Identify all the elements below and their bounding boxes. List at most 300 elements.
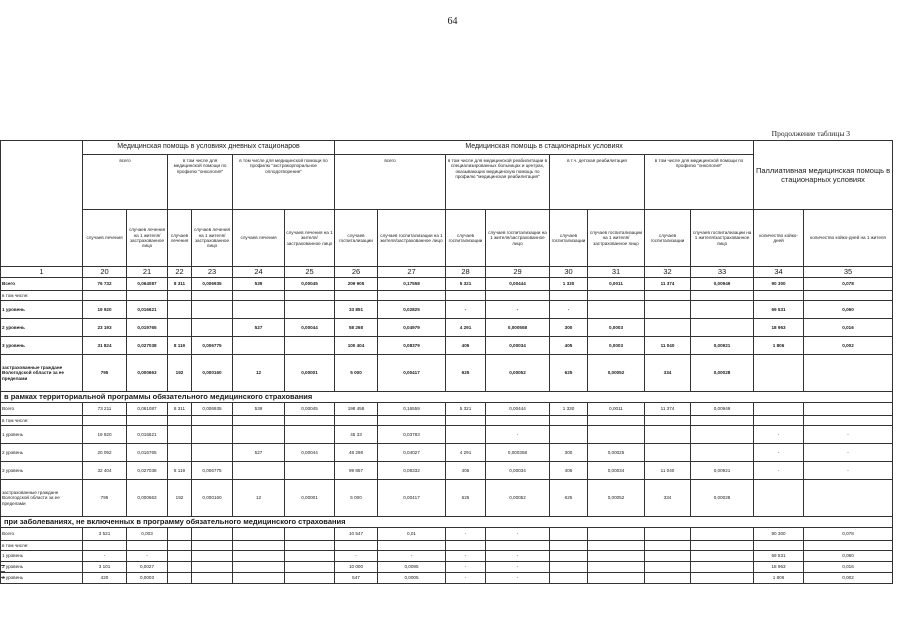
table-cell: 625 xyxy=(550,355,588,392)
row-label: 2 уровень xyxy=(1,319,83,337)
row-label: Всего xyxy=(1,528,83,541)
table-row xyxy=(1,337,893,355)
column-header: случаев госпитализации на 1 жителя/застрахованное лицо xyxy=(691,210,754,267)
table-cell: 527 xyxy=(233,319,285,337)
table-cell xyxy=(754,416,804,426)
column-header: случаев госпитализации xyxy=(550,210,588,267)
table-cell: - xyxy=(804,426,893,444)
subheader-total-inpatient: всего xyxy=(335,155,446,210)
table-cell: 0,016621 xyxy=(127,301,168,319)
table-cell: 0,04027 xyxy=(378,444,446,462)
table-cell: 0,027038 xyxy=(127,462,168,480)
column-number: 35 xyxy=(804,267,893,278)
table-cell: 8 119 xyxy=(168,337,192,355)
table-cell xyxy=(335,541,378,551)
table-cell: 0,00417 xyxy=(378,480,446,517)
table-cell xyxy=(446,426,486,444)
table-cell xyxy=(285,291,335,301)
table-cell: 0,04979 xyxy=(378,319,446,337)
table-cell: 0,00921 xyxy=(691,462,754,480)
table-cell xyxy=(550,541,588,551)
subheader-oncology-day: в том числе для медицинской помощи по профилю "онкология" xyxy=(168,155,233,210)
table-cell xyxy=(233,301,285,319)
table-cell xyxy=(285,301,335,319)
column-header: количество койко-дней xyxy=(754,210,804,267)
table-cell: 0,006775 xyxy=(192,462,233,480)
table-cell xyxy=(550,416,588,426)
table-cell xyxy=(645,573,691,584)
table-cell: - xyxy=(486,573,550,584)
table-cell xyxy=(691,541,754,551)
table-cell: 3 521 xyxy=(83,528,127,541)
table-cell xyxy=(754,480,804,517)
table-row xyxy=(1,278,893,291)
section-row xyxy=(1,517,893,528)
table-cell: 300 xyxy=(550,444,588,462)
table-cell xyxy=(588,551,645,562)
table-cell: 0,0005 xyxy=(378,573,446,584)
table-cell xyxy=(192,301,233,319)
table-cell: 795 xyxy=(83,480,127,517)
table-cell: 19 920 xyxy=(83,301,127,319)
table-cell xyxy=(550,528,588,541)
section-row xyxy=(1,392,893,403)
table-cell xyxy=(588,426,645,444)
row-label: 3 уровень xyxy=(1,337,83,355)
column-number: 32 xyxy=(645,267,691,278)
table-row xyxy=(1,291,893,301)
table-cell xyxy=(233,416,285,426)
table-cell: 18 963 xyxy=(754,562,804,573)
table-cell xyxy=(192,291,233,301)
table-cell xyxy=(588,541,645,551)
table-cell xyxy=(285,528,335,541)
table-cell: 625 xyxy=(550,480,588,517)
table-cell: 0,08379 xyxy=(378,337,446,355)
table-cell: 0,16559 xyxy=(378,403,446,416)
table-cell xyxy=(127,291,168,301)
table-cell: - xyxy=(127,551,168,562)
column-number: 23 xyxy=(192,267,233,278)
table-cell: 0,00444 xyxy=(486,403,550,416)
table-cell: 11 374 xyxy=(645,278,691,291)
table-cell xyxy=(550,573,588,584)
table-cell: - xyxy=(446,528,486,541)
table-cell: 0,0027 xyxy=(127,562,168,573)
table-cell xyxy=(550,551,588,562)
table-cell: 58 268 xyxy=(335,319,378,337)
table-cell xyxy=(588,291,645,301)
table-row xyxy=(1,573,893,584)
table-cell xyxy=(192,426,233,444)
table-cell xyxy=(83,291,127,301)
table-cell: - xyxy=(446,301,486,319)
table-cell: 0,17558 xyxy=(378,278,446,291)
table-cell: - xyxy=(550,301,588,319)
table-cell: 33 851 xyxy=(335,301,378,319)
data-table xyxy=(0,140,893,584)
table-cell: 0,00052 xyxy=(588,480,645,517)
table-row xyxy=(1,301,893,319)
table-cell: 0,00045 xyxy=(285,403,335,416)
row-label: застрахованные граждане Вологодской области за ее пределами xyxy=(1,480,83,517)
table-cell: 0,00045 xyxy=(285,278,335,291)
column-header-row xyxy=(1,210,893,267)
table-cell xyxy=(446,541,486,551)
table-cell: 76 732 xyxy=(83,278,127,291)
table-cell: 625 xyxy=(446,480,486,517)
table-cell: 10 000 xyxy=(335,562,378,573)
table-cell xyxy=(233,337,285,355)
table-cell xyxy=(168,541,192,551)
header-palliative: Паллиативная медицинская помощь в стационарных условиях xyxy=(754,141,893,210)
table-cell xyxy=(754,403,804,416)
column-number: 30 xyxy=(550,267,588,278)
table-cell xyxy=(378,416,446,426)
table-cell: 405 xyxy=(446,462,486,480)
table-body xyxy=(1,141,893,584)
row-label: Всего xyxy=(1,278,83,291)
table-cell xyxy=(83,416,127,426)
table-cell xyxy=(378,541,446,551)
table-cell xyxy=(233,551,285,562)
table-cell xyxy=(335,291,378,301)
table-cell: 0,00028 xyxy=(691,355,754,392)
table-cell: 0,00052 xyxy=(486,480,550,517)
table-cell xyxy=(486,291,550,301)
table-cell: 0,00044 xyxy=(285,444,335,462)
table-cell: 0,0011 xyxy=(588,403,645,416)
table-cell xyxy=(192,551,233,562)
row-label: 1 уровень xyxy=(1,551,83,562)
column-number: 20 xyxy=(83,267,127,278)
column-header: случаев лечения xyxy=(83,210,127,267)
table-row xyxy=(1,426,893,444)
subheader-child-rehabilitation: в т.ч. детская реабилитация xyxy=(550,155,645,210)
table-cell: 0,000358 xyxy=(486,444,550,462)
table-cell: 73 211 xyxy=(83,403,127,416)
table-cell xyxy=(550,562,588,573)
table-cell: 209 905 xyxy=(335,278,378,291)
column-header: количество койко-дней на 1 жителя xyxy=(804,210,893,267)
table-cell: 0,00921 xyxy=(691,337,754,355)
table-cell xyxy=(645,301,691,319)
table-cell: 0,00034 xyxy=(588,462,645,480)
table-cell: 0,00052 xyxy=(588,355,645,392)
table-cell xyxy=(446,416,486,426)
header-empty-cell xyxy=(1,141,83,267)
column-number-row xyxy=(1,267,893,278)
table-cell xyxy=(588,528,645,541)
subheader-ivf: в том числе для медицинской помощи по профилю "экстракорпоральное оплодотворение" xyxy=(233,155,335,210)
table-cell: - xyxy=(446,573,486,584)
table-cell xyxy=(691,301,754,319)
table-cell xyxy=(804,403,893,416)
column-header: случаев госпитализации xyxy=(335,210,378,267)
column-header: случаев госпитализации на 1 жителя/застрахованное лицо xyxy=(486,210,550,267)
table-row xyxy=(1,462,893,480)
table-cell: 192 xyxy=(168,355,192,392)
table-cell: 5 321 xyxy=(446,403,486,416)
column-header: случаев лечения xyxy=(168,210,192,267)
table-cell: 334 xyxy=(645,480,691,517)
table-cell: 795 xyxy=(83,355,127,392)
table-cell xyxy=(285,416,335,426)
table-cell xyxy=(285,426,335,444)
table-cell xyxy=(168,528,192,541)
table-cell: - xyxy=(486,426,550,444)
table-cell xyxy=(233,541,285,551)
table-cell xyxy=(804,355,893,392)
row-label: Всего xyxy=(1,403,83,416)
table-cell: - xyxy=(754,426,804,444)
table-cell: - xyxy=(486,551,550,562)
table-row xyxy=(1,444,893,462)
column-header: случаев лечения на 1 жителя/застрахованное лицо xyxy=(127,210,168,267)
table-cell: 198 458 xyxy=(335,403,378,416)
table-cell xyxy=(378,291,446,301)
column-number: 29 xyxy=(486,267,550,278)
table-cell: 1 330 xyxy=(550,278,588,291)
table-cell xyxy=(233,291,285,301)
table-cell: 11 040 xyxy=(645,337,691,355)
column-number: 24 xyxy=(233,267,285,278)
table-cell: 69 531 xyxy=(754,551,804,562)
subheader-oncology-inpatient: в том числе для медицинской помощи по профилю "онкология" xyxy=(645,155,754,210)
column-number: 34 xyxy=(754,267,804,278)
table-cell: 0,002 xyxy=(804,337,893,355)
table-cell xyxy=(588,301,645,319)
row-label: 3 уровень xyxy=(1,573,83,584)
row-label: в том числе: xyxy=(1,541,83,551)
table-cell xyxy=(192,444,233,462)
table-cell: 625 xyxy=(446,355,486,392)
column-header: случаев лечения xyxy=(233,210,285,267)
header-day-hospital: Медицинская помощь в условиях дневных стационаров xyxy=(83,141,335,155)
row-label: застрахованные граждане Вологодской области за ее пределами xyxy=(1,355,83,392)
table-cell xyxy=(754,355,804,392)
table-cell xyxy=(645,562,691,573)
table-cell: 99 857 xyxy=(335,462,378,480)
table-cell: - xyxy=(804,444,893,462)
table-cell: 23 193 xyxy=(83,319,127,337)
table-row xyxy=(1,416,893,426)
table-cell xyxy=(285,562,335,573)
table-cell: 0,016621 xyxy=(127,426,168,444)
table-cell: - xyxy=(446,551,486,562)
column-number: 26 xyxy=(335,267,378,278)
table-row xyxy=(1,562,893,573)
table-cell xyxy=(233,462,285,480)
column-number: 25 xyxy=(285,267,335,278)
table-cell xyxy=(588,573,645,584)
column-number: 22 xyxy=(168,267,192,278)
table-cell xyxy=(168,573,192,584)
table-cell xyxy=(588,562,645,573)
table-cell: 527 xyxy=(233,444,285,462)
table-cell: 11 040 xyxy=(645,462,691,480)
table-cell xyxy=(645,528,691,541)
table-cell: 90 300 xyxy=(754,528,804,541)
column-number: 28 xyxy=(446,267,486,278)
table-row xyxy=(1,480,893,517)
table-cell: 8 311 xyxy=(168,403,192,416)
table-cell xyxy=(285,573,335,584)
table-cell xyxy=(691,291,754,301)
table-cell xyxy=(168,551,192,562)
table-cell: - xyxy=(486,562,550,573)
section-heading-non-oms: при заболеваниях, не включенных в программу обязательного медицинского страхования xyxy=(1,517,893,528)
table-cell: 0,016765 xyxy=(127,444,168,462)
table-cell: 0,006935 xyxy=(192,403,233,416)
table-cell: 5 000 xyxy=(335,355,378,392)
table-cell: 405 xyxy=(550,462,588,480)
table-cell: 0,0011 xyxy=(588,278,645,291)
table-cell: - xyxy=(83,551,127,562)
column-header: случаев госпитализации на 1 жителя/застрахованное лицо xyxy=(588,210,645,267)
table-cell xyxy=(127,541,168,551)
row-label: в том числе: xyxy=(1,291,83,301)
table-cell: 4 291 xyxy=(446,319,486,337)
table-cell xyxy=(168,301,192,319)
column-number: 31 xyxy=(588,267,645,278)
table-cell xyxy=(192,562,233,573)
table-cell: 12 xyxy=(233,355,285,392)
table-cell xyxy=(233,573,285,584)
header-inpatient: Медицинская помощь в стационарных условиях xyxy=(335,141,754,155)
table-cell: 0,078 xyxy=(804,528,893,541)
table-cell xyxy=(754,291,804,301)
table-cell xyxy=(804,416,893,426)
table-cell: 405 xyxy=(550,337,588,355)
table-cell: 20 092 xyxy=(83,444,127,462)
table-cell: 0,027038 xyxy=(127,337,168,355)
table-cell xyxy=(233,426,285,444)
table-cell: 0,02825 xyxy=(378,301,446,319)
table-cell xyxy=(285,337,335,355)
table-cell: 18 963 xyxy=(754,319,804,337)
table-cell: 31 824 xyxy=(83,337,127,355)
table-cell xyxy=(83,541,127,551)
table-cell xyxy=(645,416,691,426)
table-cell xyxy=(691,444,754,462)
table-cell xyxy=(168,319,192,337)
table-row xyxy=(1,528,893,541)
table-cell xyxy=(645,541,691,551)
table-cell xyxy=(486,541,550,551)
table-cell: 300 xyxy=(550,319,588,337)
table-cell xyxy=(192,541,233,551)
page-number: 64 xyxy=(447,16,458,27)
table-cell xyxy=(804,291,893,301)
table-cell xyxy=(645,291,691,301)
table-cell: - xyxy=(754,444,804,462)
table-cell: 0,00001 xyxy=(285,480,335,517)
table-cell: 0,00949 xyxy=(691,278,754,291)
table-cell: 69 531 xyxy=(754,301,804,319)
table-row xyxy=(1,355,893,392)
table-cell: 0,00028 xyxy=(691,480,754,517)
table-cell: 539 xyxy=(233,403,285,416)
table-cell: 0,000558 xyxy=(486,319,550,337)
table-cell xyxy=(192,573,233,584)
table-cell xyxy=(192,416,233,426)
table-cell xyxy=(285,551,335,562)
table-cell xyxy=(192,319,233,337)
table-cell xyxy=(192,528,233,541)
table-cell: - xyxy=(486,301,550,319)
table-cell xyxy=(233,528,285,541)
table-cell: 48 298 xyxy=(335,444,378,462)
table-cell xyxy=(550,291,588,301)
table-cell: 8 119 xyxy=(168,462,192,480)
table-cell: 0,078 xyxy=(804,278,893,291)
table-cell: 0,0095 xyxy=(378,562,446,573)
table-row xyxy=(1,403,893,416)
table-cell: 1 330 xyxy=(550,403,588,416)
table-cell: 0,016 xyxy=(804,562,893,573)
continuation-label: Продолжение таблицы 3 xyxy=(771,129,850,138)
table-cell: 0,000160 xyxy=(192,480,233,517)
table-cell xyxy=(285,541,335,551)
table-cell: - xyxy=(486,528,550,541)
table-cell: 0,01 xyxy=(378,528,446,541)
table-cell xyxy=(168,444,192,462)
table-cell xyxy=(550,426,588,444)
table-cell: 11 374 xyxy=(645,403,691,416)
table-cell xyxy=(446,291,486,301)
table-cell: 0,061087 xyxy=(127,403,168,416)
table-cell xyxy=(645,551,691,562)
table-cell: 192 xyxy=(168,480,192,517)
row-label: 3 уровень xyxy=(1,462,83,480)
table-cell: 0,006935 xyxy=(192,278,233,291)
table-cell: 0,08332 xyxy=(378,462,446,480)
table-cell: 0,0003 xyxy=(588,319,645,337)
table-cell: 0,000663 xyxy=(127,480,168,517)
table-cell xyxy=(645,319,691,337)
table-cell: 0,002 xyxy=(804,573,893,584)
table-cell: 0,060 xyxy=(804,551,893,562)
table-cell: 0,00949 xyxy=(691,403,754,416)
row-label: в том числе: xyxy=(1,416,83,426)
table-cell xyxy=(691,551,754,562)
table-cell: 547 xyxy=(335,573,378,584)
table-cell xyxy=(127,416,168,426)
table-row xyxy=(1,551,893,562)
table-cell xyxy=(691,562,754,573)
table-cell xyxy=(804,480,893,517)
table-cell xyxy=(486,416,550,426)
column-number: 1 xyxy=(1,267,83,278)
table-cell: 0,00044 xyxy=(285,319,335,337)
table-cell: 0,00417 xyxy=(378,355,446,392)
table-cell: 5 000 xyxy=(335,480,378,517)
table-row xyxy=(1,541,893,551)
table-cell: 0,0003 xyxy=(588,337,645,355)
column-number: 21 xyxy=(127,267,168,278)
table-cell: 405 xyxy=(446,337,486,355)
column-header: случаев госпитализации xyxy=(446,210,486,267)
column-number: 33 xyxy=(691,267,754,278)
table-cell: 0,003 xyxy=(127,528,168,541)
column-header: случаев лечения на 1 жителя/застрахованное лицо xyxy=(192,210,233,267)
table-cell: 100 404 xyxy=(335,337,378,355)
table-cell: 0,03783 xyxy=(378,426,446,444)
table-cell: 0,00052 xyxy=(486,355,550,392)
table-cell: 0,000663 xyxy=(127,355,168,392)
table-cell: 0,0003 xyxy=(127,573,168,584)
